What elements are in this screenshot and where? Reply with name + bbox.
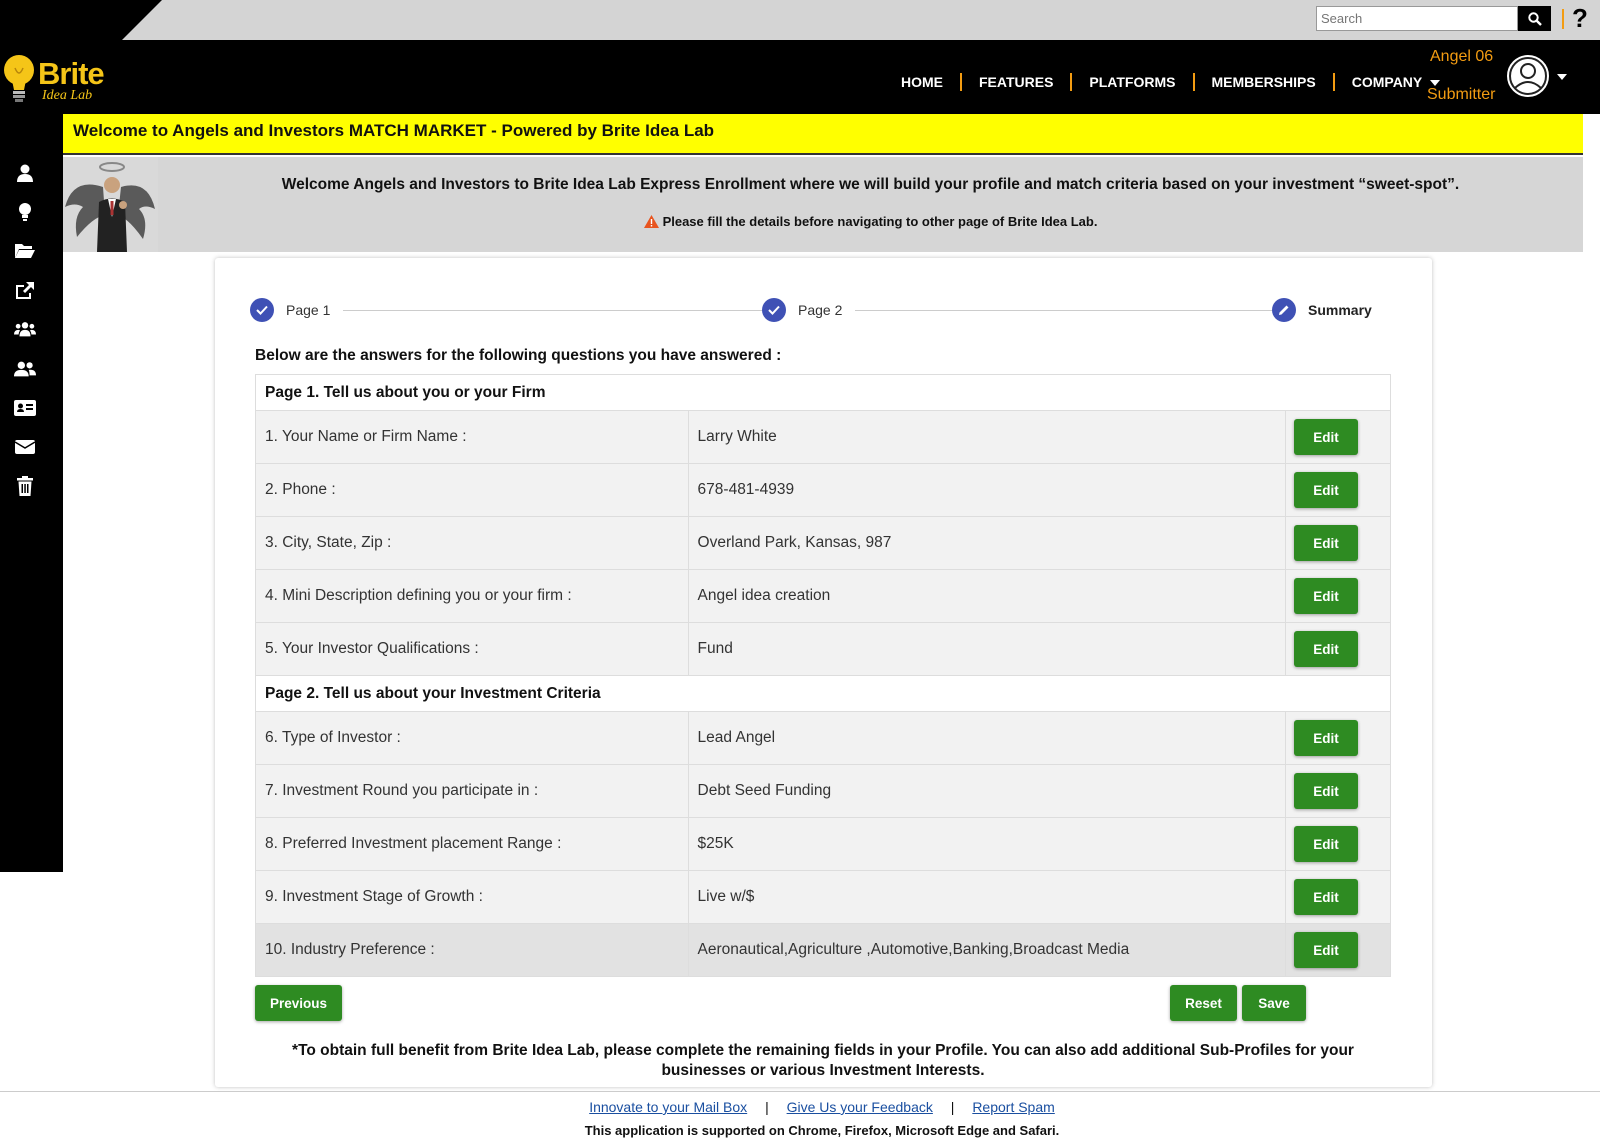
lightbulb-icon[interactable] — [14, 201, 36, 223]
main-header — [0, 40, 1600, 114]
welcome-title-banner — [63, 114, 1583, 155]
edit-button[interactable]: Edit — [1294, 932, 1358, 968]
answers-table — [255, 374, 1391, 977]
envelope-icon[interactable] — [14, 436, 36, 458]
logo-brite-text: Brite — [38, 56, 104, 91]
top-utility-bar — [0, 0, 1600, 40]
check-icon — [762, 298, 786, 322]
top-left-notch — [122, 0, 162, 40]
footer-separator: | — [765, 1099, 769, 1115]
step-page-1[interactable] — [250, 298, 330, 322]
user-menu-chevron-icon[interactable] — [1557, 74, 1567, 80]
stepper-connector — [343, 310, 765, 311]
section-title: Page 2. Tell us about your Investment Criteria — [256, 676, 1391, 712]
summary-intro: Below are the answers for the following questions you have answered : — [255, 347, 782, 364]
answer-cell: Overland Park, Kansas, 987 — [688, 517, 1285, 570]
table-row — [256, 623, 1391, 676]
question-cell: 6. Type of Investor : — [256, 712, 689, 765]
table-row — [256, 570, 1391, 623]
angel-investor-image — [63, 157, 158, 252]
search-box — [1316, 6, 1551, 31]
question-cell: 7. Investment Round you participate in : — [256, 765, 689, 818]
user-name: Angel 06 — [1430, 48, 1494, 65]
table-row — [256, 411, 1391, 464]
question-cell: 2. Phone : — [256, 464, 689, 517]
main-nav — [884, 73, 1457, 91]
nav-home[interactable]: HOME — [901, 74, 943, 90]
save-button[interactable]: Save — [1242, 985, 1306, 1021]
table-row — [256, 517, 1391, 570]
footer-separator: | — [950, 1099, 955, 1115]
stepper-connector — [855, 310, 1277, 311]
edit-button[interactable]: Edit — [1294, 773, 1358, 809]
edit-cell — [1286, 765, 1391, 818]
user-role: Submitter — [1427, 86, 1496, 103]
reset-button[interactable]: Reset — [1170, 985, 1237, 1021]
enrollment-stepper — [255, 298, 1395, 324]
step-page-1-label: Page 1 — [286, 302, 331, 318]
question-cell: 10. Industry Preference : — [256, 924, 689, 977]
edit-cell — [1286, 464, 1391, 517]
table-row — [256, 712, 1391, 765]
table-row — [256, 765, 1391, 818]
section-header — [256, 375, 1391, 411]
search-button[interactable] — [1518, 6, 1551, 31]
answer-cell: Larry White — [688, 411, 1285, 464]
browser-support-note: This application is supported on Chrome, Firefox, Microsoft Edge and Safari. — [584, 1123, 1060, 1138]
step-summary-label: Summary — [1308, 302, 1372, 318]
pencil-icon — [1272, 298, 1296, 322]
welcome-message: Welcome Angels and Investors to Brite Idea Lab Express Enrollment where we will build your profile and match criteria based on your investment “sweet-spot”. — [281, 176, 1460, 193]
welcome-title: Welcome to Angels and Investors MATCH MARKET - Powered by Brite Idea Lab — [73, 121, 715, 140]
nav-memberships[interactable]: MEMBERSHIPS — [1211, 74, 1316, 90]
table-row — [256, 924, 1391, 977]
edit-button[interactable]: Edit — [1294, 826, 1358, 862]
lightbulb-logo-icon — [2, 52, 38, 104]
section-title: Page 1. Tell us about you or your Firm — [256, 375, 1391, 411]
answer-cell: Debt Seed Funding — [688, 765, 1285, 818]
question-cell: 4. Mini Description defining you or your firm : — [256, 570, 689, 623]
profile-footnote: *To obtain full benefit from Brite Idea Lab, please complete the remaining fields in your Profile. You can also add additional Sub-Profiles for your businesses or various Investment Interests. — [292, 1042, 1354, 1079]
edit-button[interactable]: Edit — [1294, 419, 1358, 455]
edit-button[interactable]: Edit — [1294, 525, 1358, 561]
share-icon[interactable] — [14, 279, 36, 301]
brite-idea-lab-logo[interactable] — [2, 52, 122, 108]
help-icon[interactable]: ? — [1572, 3, 1588, 33]
answer-cell: 678-481-4939 — [688, 464, 1285, 517]
user-friends-icon[interactable] — [14, 358, 36, 380]
question-cell: 5. Your Investor Qualifications : — [256, 623, 689, 676]
question-cell: 1. Your Name or Firm Name : — [256, 411, 689, 464]
footer-link-mailbox[interactable]: Innovate to your Mail Box — [589, 1099, 748, 1115]
table-row — [256, 818, 1391, 871]
footer-link-feedback[interactable]: Give Us your Feedback — [786, 1099, 933, 1115]
edit-cell — [1286, 871, 1391, 924]
question-cell: 3. City, State, Zip : — [256, 517, 689, 570]
summary-card — [215, 258, 1432, 1087]
check-icon — [250, 298, 274, 322]
edit-cell — [1286, 411, 1391, 464]
top-separator — [1562, 9, 1564, 29]
welcome-info-banner — [63, 157, 1583, 252]
question-cell: 9. Investment Stage of Growth : — [256, 871, 689, 924]
edit-cell — [1286, 712, 1391, 765]
edit-cell — [1286, 517, 1391, 570]
edit-cell — [1286, 623, 1391, 676]
warning-message — [158, 214, 1583, 229]
top-left-black-block — [0, 0, 122, 40]
table-row — [256, 871, 1391, 924]
trash-icon[interactable] — [14, 475, 36, 497]
answer-cell: Fund — [688, 623, 1285, 676]
search-input[interactable] — [1316, 6, 1518, 31]
footer-link-report-spam[interactable]: Report Spam — [972, 1099, 1055, 1115]
answer-cell: Angel idea creation — [688, 570, 1285, 623]
edit-cell — [1286, 924, 1391, 977]
edit-button[interactable]: Edit — [1294, 578, 1358, 614]
answer-cell: Live w/$ — [688, 871, 1285, 924]
id-card-icon[interactable] — [14, 397, 36, 419]
table-row — [256, 464, 1391, 517]
step-page-2[interactable] — [762, 298, 842, 322]
footer-divider — [0, 1091, 1600, 1092]
user-avatar-icon[interactable] — [1506, 54, 1550, 98]
left-sidebar — [0, 114, 63, 872]
edit-button[interactable]: Edit — [1294, 472, 1358, 508]
nav-features[interactable]: FEATURES — [979, 74, 1054, 90]
answer-cell: $25K — [688, 818, 1285, 871]
edit-cell — [1286, 570, 1391, 623]
step-page-2-label: Page 2 — [798, 302, 843, 318]
step-summary[interactable] — [1272, 298, 1372, 322]
search-icon — [1528, 12, 1542, 26]
user-icon[interactable] — [14, 162, 36, 184]
edit-button[interactable]: Edit — [1294, 631, 1358, 667]
edit-button[interactable]: Edit — [1294, 720, 1358, 756]
warning-icon — [644, 215, 659, 228]
edit-button[interactable]: Edit — [1294, 879, 1358, 915]
footer-links — [0, 1099, 1600, 1115]
previous-button[interactable]: Previous — [255, 985, 342, 1021]
users-icon[interactable] — [14, 318, 36, 340]
nav-company-label: COMPANY — [1351, 74, 1423, 90]
nav-platforms[interactable]: PLATFORMS — [1089, 74, 1176, 90]
folder-open-icon[interactable] — [14, 240, 36, 262]
question-cell: 8. Preferred Investment placement Range : — [256, 818, 689, 871]
answer-cell: Aeronautical,Agriculture ,Automotive,Banking,Broadcast Media — [688, 924, 1285, 977]
section-header — [256, 676, 1391, 712]
warning-text: Please fill the details before navigating to other page of Brite Idea Lab. — [662, 214, 1098, 229]
logo-idealab-text: Idea Lab — [42, 88, 93, 103]
answer-cell: Lead Angel — [688, 712, 1285, 765]
edit-cell — [1286, 818, 1391, 871]
